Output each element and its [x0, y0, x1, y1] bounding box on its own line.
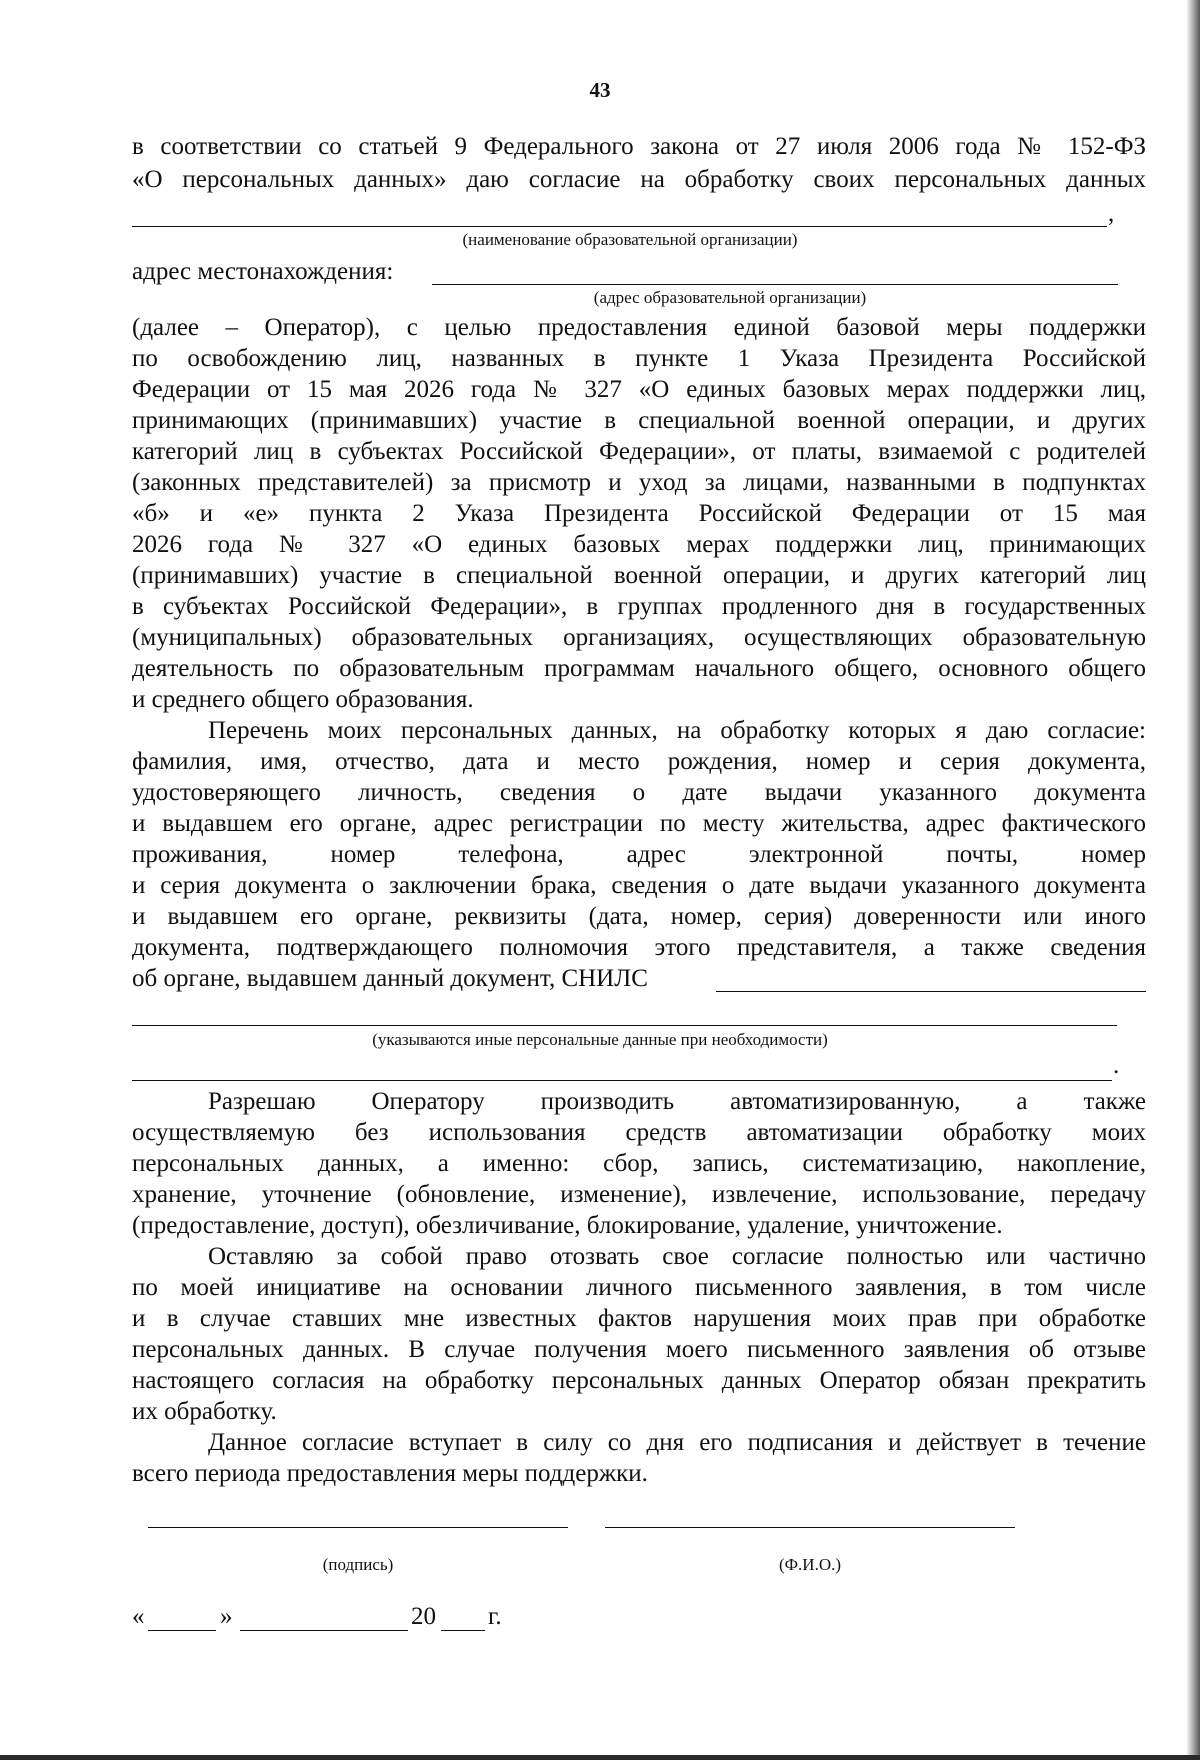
purpose-line-8: 2026 года № 327 «О единых базовых мерах поддержки лиц, принимающих — [132, 531, 1146, 558]
org-name-line — [132, 226, 1107, 227]
revocation-line-4: персональных данных. В случае получения моего письменного заявления об отзыве — [132, 1336, 1146, 1363]
page-number: 43 — [589, 78, 611, 102]
revocation-line-1: Оставляю за собой право отозвать свое согласие полностью или частично — [208, 1243, 1146, 1270]
pdata-line-9: об органе, выдавшем данный документ, СНИЛС — [132, 965, 648, 992]
pdata-line-3: удостоверяющего личность, сведения о дате выдачи указанного документа — [132, 779, 1146, 806]
revocation-line-5: настоящего согласия на обработку персональных данных Оператор обязан прекратить — [132, 1367, 1146, 1394]
signature-line — [148, 1527, 568, 1528]
revocation-line-6: их обработку. — [132, 1398, 277, 1425]
pdata-line-6: и серия документа о заключении брака, сведения о дате выдачи указанного документа — [132, 872, 1146, 899]
date-day-line — [148, 1630, 216, 1631]
purpose-line-5: категорий лиц в субъектах Российской Федерации», от платы, взимаемой с родителей — [132, 438, 1146, 465]
purpose-line-3: Федерации от 15 мая 2026 года № 327 «О единых базовых мерах поддержки лиц, — [132, 376, 1146, 403]
permission-line-1: Разрешаю Оператору производить автоматизированную, а также — [208, 1088, 1146, 1115]
scan-edge-bottom — [0, 1755, 1200, 1760]
purpose-line-9: (принимавших) участие в специальной военной операции, и других категорий лиц — [132, 562, 1146, 589]
revocation-line-2: по моей инициативе на основании личного письменного заявления, в том числе — [132, 1274, 1146, 1301]
address-line — [432, 284, 1118, 285]
pdata-line-1: Перечень моих персональных данных, на обработку которых я даю согласие: — [208, 717, 1146, 744]
validity-line-1: Данное согласие вступает в силу со дня его подписания и действует в течение — [208, 1429, 1146, 1456]
address-label: адрес местонахождения: — [132, 258, 394, 285]
intro-line-2: «О персональных данных» даю согласие на обработку своих персональных данных — [132, 166, 1146, 193]
permission-line-2: осуществляемую без использования средств автоматизации обработку моих — [132, 1119, 1146, 1146]
snils-line — [716, 991, 1146, 992]
org-name-comma: , — [1108, 200, 1115, 227]
permission-line-5: (предоставление, доступ), обезличивание, блокирование, удаление, уничтожение. — [132, 1212, 1003, 1239]
other-data-period: . — [1113, 1052, 1120, 1079]
purpose-line-1: (далее – Оператор), с целью предоставления единой базовой меры поддержки — [132, 314, 1146, 341]
pdata-line-5: проживания, номер телефона, адрес электронной почты, номер — [132, 841, 1146, 868]
scan-edge-right — [1186, 0, 1200, 1760]
pdata-line-7: и выдавшем его органе, реквизиты (дата, номер, серия) доверенности или иного — [132, 903, 1146, 930]
permission-line-3: персональных данных, а именно: сбор, запись, систематизацию, накопление, — [132, 1150, 1146, 1177]
date-month-line — [240, 1630, 408, 1631]
intro-line-1: в соответствии со статьей 9 Федерального закона от 27 июля 2006 года № 152-ФЗ — [132, 133, 1146, 160]
revocation-line-3: и в случае ставших мне известных фактов нарушения моих прав при обработке — [132, 1305, 1146, 1332]
pdata-line-4: и выдавшем его органе, адрес регистрации по месту жительства, адрес фактического — [132, 810, 1146, 837]
purpose-line-12: деятельность по образовательным программам начального общего, основного общего — [132, 655, 1146, 682]
date-year-line — [441, 1630, 485, 1631]
purpose-line-7: «б» и «е» пункта 2 Указа Президента Российской Федерации от 15 мая — [132, 500, 1146, 527]
fio-line — [605, 1527, 1015, 1528]
other-data-line-2 — [132, 1080, 1112, 1081]
org-name-hint: (наименование образовательной организации) — [462, 230, 798, 249]
date-year-suffix: г. — [488, 1603, 502, 1630]
date-row — [132, 1603, 612, 1637]
purpose-line-10: в субъектах Российской Федерации», в группах продленного дня в государственных — [132, 593, 1146, 620]
date-open-quote: « — [132, 1603, 145, 1630]
purpose-line-4: принимающих (принимавших) участие в специальной военной операции, и других — [132, 407, 1146, 434]
purpose-line-13: и среднего общего образования. — [132, 686, 474, 713]
purpose-line-6: (законных представителей) за присмотр и уход за лицами, названными в подпунктах — [132, 469, 1146, 496]
other-data-hint: (указываются иные персональные данные при необходимости) — [372, 1030, 828, 1049]
date-year-prefix: 20 — [411, 1603, 436, 1630]
validity-line-2: всего периода предоставления меры поддержки. — [132, 1460, 648, 1487]
date-close-quote: » — [220, 1603, 233, 1630]
signature-hint: (подпись) — [322, 1555, 394, 1574]
fio-hint: (Ф.И.О.) — [778, 1555, 842, 1574]
address-hint: (адрес образовательной организации) — [593, 288, 867, 307]
permission-line-4: хранение, уточнение (обновление, изменение), извлечение, использование, передачу — [132, 1181, 1146, 1208]
purpose-line-2: по освобождению лиц, названных в пункте 1 Указа Президента Российской — [132, 345, 1146, 372]
purpose-line-11: (муниципальных) образовательных организациях, осуществляющих образовательную — [132, 624, 1146, 651]
pdata-line-8: документа, подтверждающего полномочия этого представителя, а также сведения — [132, 934, 1146, 961]
pdata-line-2: фамилия, имя, отчество, дата и место рождения, номер и серия документа, — [132, 748, 1146, 775]
other-data-line-1 — [132, 1025, 1117, 1026]
